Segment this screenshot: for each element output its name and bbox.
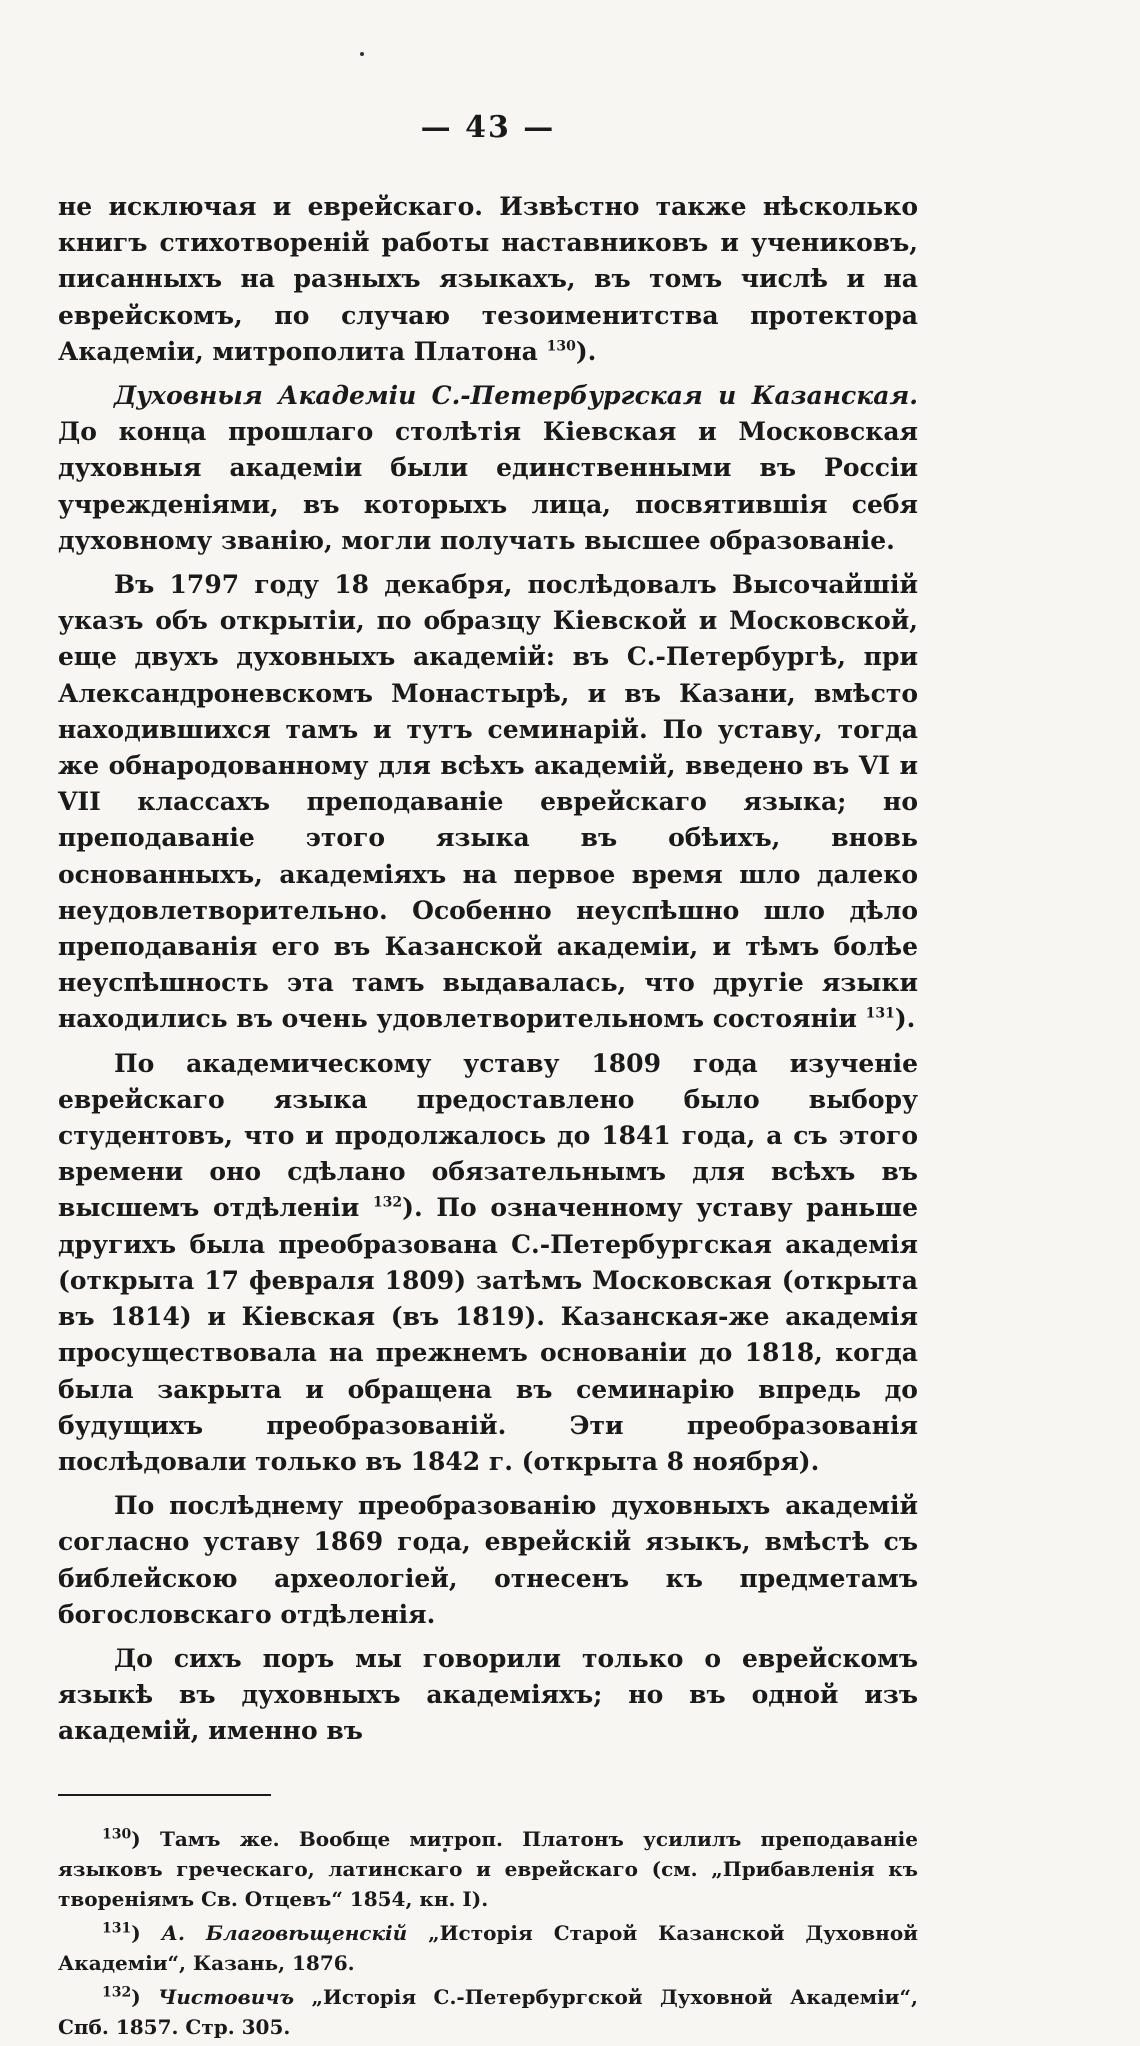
footnote-ref: 132 — [372, 1195, 403, 1212]
footnote-author: Чистовичъ — [158, 1984, 295, 2009]
paragraph-text: ). — [894, 1004, 916, 1034]
main-text — [58, 189, 918, 1750]
footnote — [58, 1824, 918, 1914]
paragraph-text: не исключая и еврейскаго. Извѣстно также нѣсколько книгъ стихотвореній работы наставниковъ и учениковъ, писанныхъ на разныхъ языкахъ, въ томъ числѣ и на еврейскомъ, по случаю тезоименитства протектора Академіи, митрополита Платона — [58, 192, 918, 366]
paragraph — [58, 1488, 918, 1633]
footnote-text: „Исторія Старой Казанской Духовной Академіи“, Казань, 1876. — [58, 1920, 918, 1975]
page-number: — 43 — — [420, 110, 556, 145]
footnote-text: ) — [131, 1920, 162, 1945]
footnote-ref: 130 — [546, 338, 576, 355]
footnote-text: ) — [131, 1984, 159, 2009]
footnote-number: 131 — [102, 1919, 132, 1936]
paragraph-text: ). — [575, 336, 597, 366]
paragraph-text: До конца прошлаго столѣтія Кіевская и Московская духовныя академіи были единственными въ Россіи учрежденіями, въ которыхъ лица, посвятившія себя духовному званію, могли получать высшее образованіе. — [58, 417, 918, 555]
footnote — [58, 1918, 918, 1978]
footnote-text: „Исторія С.-Петербургской Духовной Академіи“, Спб. 1857. Стр. 305. — [58, 1984, 918, 2039]
paragraph — [58, 378, 918, 559]
footnote-ref: 131 — [865, 1006, 895, 1023]
book-page — [58, 110, 918, 2046]
paragraph-text: По академическому уставу 1809 года изученіе еврейскаго языка предоставлено было выбору студентовъ, что и продолжалось до 1841 года, а съ этого времени оно сдѣлано обязательнымъ для всѣхъ въ высшемъ отдѣленіи — [58, 1048, 918, 1223]
paragraph-text: ). По означенному уставу раньше другихъ была преобразована С.-Петербургская академія (открыта 17 февраля 1809) затѣмъ Московская (открыта въ 1814) и Кіевская (въ 1819). Казанская-же академія просуществовала на прежнемъ основаніи до 1818, когда была закрыта и обращена въ семинарію впредь до будущихъ преобразованій. Эти преобразованія послѣдовали только въ 1842 г. (открыта 8 ноября). — [58, 1193, 918, 1476]
paragraph-text: До сихъ поръ мы говорили только о еврейскомъ языкѣ въ духовныхъ академіяхъ; но въ одной изъ академій, именно въ — [58, 1643, 918, 1746]
paragraph — [58, 1046, 918, 1480]
paragraph-text: Въ 1797 году 18 декабря, послѣдовалъ Высочайшій указъ объ открытіи, по образцу Кіевской и Московской, еще двухъ духовныхъ академій: въ С.-Петербургѣ, при Александроневскомъ Монастырѣ, и въ Казани, вмѣсто находившихся тамъ и тутъ семинарій. По уставу, тогда же обнародованному для всѣхъ академій, введено въ VI и VII классахъ преподаваніе еврейскаго языка; но преподаваніе этого языка въ обѣихъ, вновь основанныхъ, академіяхъ на первое время шло далеко неудовлетворительно. Особенно неуспѣшно шло дѣло преподаванія его въ Казанской академіи, и тѣмъ болѣе неуспѣшность эта тамъ выдавалась, что другіе языки находились въ очень удовлетворительномъ состояніи — [58, 570, 918, 1034]
footnote-divider — [58, 1794, 271, 1796]
footnote-number: 132 — [102, 1983, 132, 2000]
footnote-text: ) Тамъ же. Вообще митроп. Платонъ усилилъ преподаваніе языковъ греческаго, латинскаго и еврейскаго (см. „Прибавленія къ твореніямъ Св. Отцевъ“ 1854, кн. I). — [58, 1826, 918, 1911]
footnote-author: А. Благовѣщенскій — [161, 1920, 408, 1945]
footnote — [58, 1982, 918, 2042]
paragraph-text: По послѣднему преобразованію духовныхъ академій согласно уставу 1869 года, еврейскій языкъ, вмѣстѣ съ библейскою археологіей, отнесенъ къ предметамъ богословскаго отдѣленія. — [58, 1491, 918, 1629]
scan-speck-top — [360, 52, 364, 56]
paragraph — [58, 567, 918, 1038]
footnotes — [58, 1824, 918, 2042]
section-heading: Духовныя Академіи С.-Петербургская и Казанская. — [114, 381, 918, 411]
footnote-number: 130 — [102, 1825, 132, 1842]
paragraph — [58, 1641, 918, 1750]
paragraph — [58, 189, 918, 370]
